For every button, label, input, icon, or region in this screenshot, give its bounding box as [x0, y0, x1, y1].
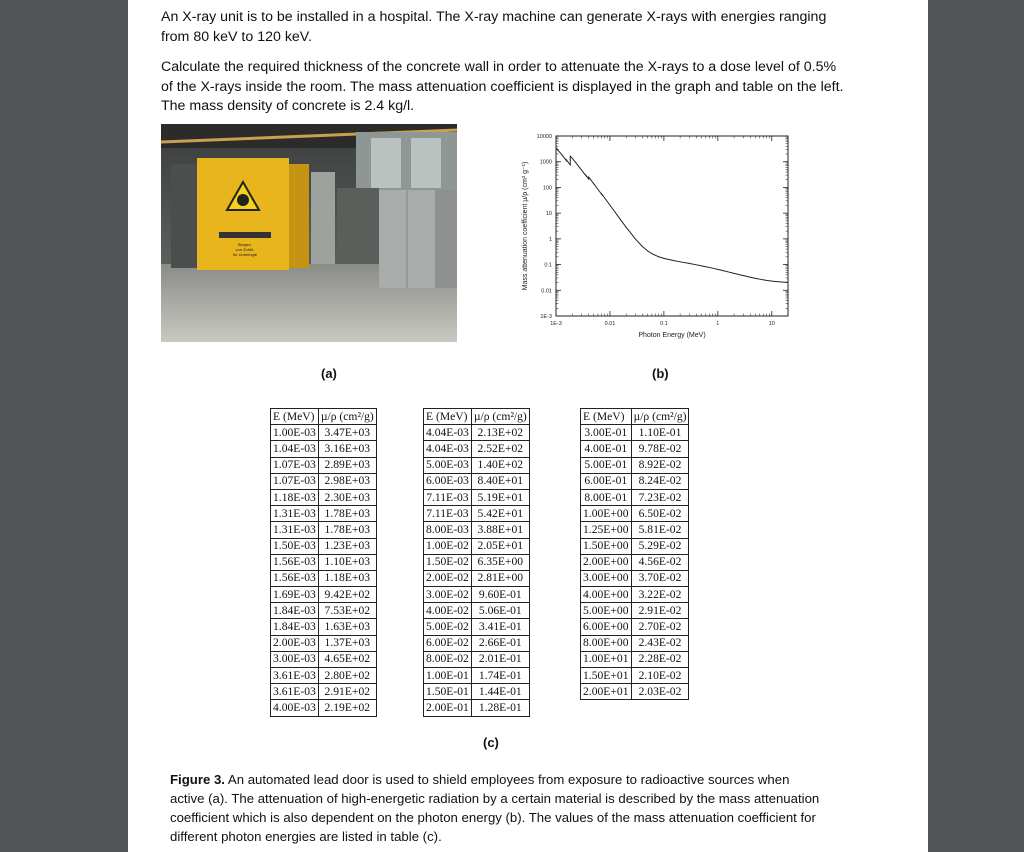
table-row [581, 684, 689, 700]
table-row [581, 473, 689, 489]
x-axis-ticks [550, 136, 788, 327]
table-row [271, 506, 377, 522]
y-tick-label: 10 [545, 211, 552, 218]
coefficient-cell: 7.53E+02 [318, 603, 376, 619]
coefficient-cell: 3.22E-02 [631, 587, 689, 603]
energy-cell: 1.00E-02 [424, 538, 472, 554]
table-row [424, 554, 530, 570]
coefficient-cell: 1.40E+02 [471, 457, 529, 473]
table-row [271, 587, 377, 603]
energy-cell: 1.25E+00 [581, 522, 632, 538]
y-tick-label: 1 [548, 236, 552, 243]
table-row [424, 603, 530, 619]
coefficient-cell: 2.91E+02 [318, 684, 376, 700]
data-point [559, 152, 560, 153]
energy-cell: 3.00E-01 [581, 425, 632, 441]
door-sign-line-2: von Zutritt [235, 247, 254, 252]
table-row [271, 554, 377, 570]
table-row [271, 635, 377, 651]
coefficient-cell: 7.23E-02 [631, 489, 689, 505]
coefficient-cell: 2.19E+02 [318, 700, 376, 716]
x-tick-label: 1 [716, 321, 720, 327]
table-row [271, 441, 377, 457]
energy-cell: 1.84E-03 [271, 603, 319, 619]
data-point [581, 170, 582, 171]
coefficient-cell: 2.30E+03 [318, 489, 376, 505]
table-row [581, 506, 689, 522]
energy-cell: 1.69E-03 [271, 587, 319, 603]
attenuation-series-line [556, 148, 788, 283]
energy-cell: 1.50E+01 [581, 668, 632, 684]
data-point [619, 218, 620, 219]
figure-label-b: (b) [652, 366, 669, 381]
attenuation-series-points [556, 147, 789, 282]
data-point [572, 158, 573, 159]
table-row [581, 538, 689, 554]
document-page [128, 0, 928, 852]
attenuation-table-2 [423, 408, 530, 717]
energy-cell: 5.00E+00 [581, 603, 632, 619]
energy-cell: 1.07E-03 [271, 473, 319, 489]
energy-cell: 3.61E-03 [271, 684, 319, 700]
coefficient-cell: 3.16E+03 [318, 441, 376, 457]
energy-cell: 1.50E-01 [424, 684, 472, 700]
figure-label-c: (c) [483, 735, 499, 750]
data-point [788, 282, 789, 283]
coefficient-cell: 5.81E-02 [631, 522, 689, 538]
y-tick-label: 0.1 [544, 262, 552, 269]
x-tick-label: 0.1 [660, 321, 668, 327]
table-row [424, 619, 530, 635]
data-point [588, 177, 589, 178]
coefficient-cell: 1.78E+03 [318, 506, 376, 522]
table-row [424, 522, 530, 538]
coefficient-cell: 1.74E-01 [471, 668, 529, 684]
energy-cell: 1.31E-03 [271, 522, 319, 538]
table-header-row [271, 409, 377, 425]
table-row [581, 441, 689, 457]
coefficient-column-header: µ/ρ (cm²/g) [318, 409, 376, 425]
table-row [424, 684, 530, 700]
data-point [696, 264, 697, 265]
energy-cell: 1.50E-03 [271, 538, 319, 554]
coefficient-cell: 1.37E+03 [318, 635, 376, 651]
coefficient-cell: 8.24E-02 [631, 473, 689, 489]
table-row [271, 668, 377, 684]
data-point [566, 159, 567, 160]
energy-cell: 6.00E-02 [424, 635, 472, 651]
coefficient-cell: 3.41E-01 [471, 619, 529, 635]
energy-cell: 3.61E-03 [271, 668, 319, 684]
energy-cell: 5.00E-02 [424, 619, 472, 635]
data-point [781, 282, 782, 283]
data-point [565, 159, 566, 160]
table-row [581, 668, 689, 684]
data-point [701, 265, 702, 266]
energy-cell: 1.00E+00 [581, 506, 632, 522]
table-header-row [424, 409, 530, 425]
energy-column-header: E (MeV) [581, 409, 632, 425]
table-row [581, 603, 689, 619]
door-sign-line-1: Bergen [237, 242, 251, 247]
data-point [604, 198, 605, 199]
coefficient-cell: 3.70E-02 [631, 570, 689, 586]
data-point [642, 246, 643, 247]
table-row [424, 570, 530, 586]
x-tick-label: 10 [768, 321, 775, 327]
table-row [271, 570, 377, 586]
energy-cell: 8.00E+00 [581, 635, 632, 651]
coefficient-cell: 2.43E-02 [631, 635, 689, 651]
coefficient-cell: 1.23E+03 [318, 538, 376, 554]
energy-cell: 1.56E-03 [271, 570, 319, 586]
coefficient-cell: 5.29E-02 [631, 538, 689, 554]
coefficient-cell: 4.65E+02 [318, 651, 376, 667]
caption-lead: Figure 3. [170, 772, 225, 787]
coefficient-cell: 2.89E+03 [318, 457, 376, 473]
table-row [424, 473, 530, 489]
table-row [271, 619, 377, 635]
data-point [557, 149, 558, 150]
table-row [271, 684, 377, 700]
table-row [424, 587, 530, 603]
coefficient-cell: 4.56E-02 [631, 554, 689, 570]
table-row [271, 457, 377, 473]
table-row [581, 425, 689, 441]
table-row [271, 489, 377, 505]
data-point [626, 227, 627, 228]
table-row [424, 489, 530, 505]
table-row [424, 651, 530, 667]
data-point [734, 273, 735, 274]
coefficient-cell: 2.52E+02 [471, 441, 529, 457]
coefficient-cell: 1.63E+03 [318, 619, 376, 635]
attenuation-table-3 [580, 408, 689, 700]
table-row [581, 554, 689, 570]
energy-cell: 1.56E-03 [271, 554, 319, 570]
table-row [271, 473, 377, 489]
caption-text: An automated lead door is used to shield employees from exposure to radioactive sources when active (a). The attenuation of high-energetic radiation by a certain material is described by the mass attenuation coefficient which is also dependent on the photon energy (b). The values of the mass attenuation coefficient for different photon energies are listed in table (c). [170, 772, 820, 844]
y-axis-label: Mass attenuation coefficient µ/ρ (cm² g⁻¹) [522, 161, 529, 291]
data-point [593, 183, 594, 184]
energy-cell: 4.00E-02 [424, 603, 472, 619]
energy-cell: 7.11E-03 [424, 506, 472, 522]
table-row [581, 587, 689, 603]
energy-cell: 2.00E-01 [424, 700, 472, 716]
energy-cell: 2.00E+00 [581, 554, 632, 570]
data-point [771, 281, 772, 282]
attenuation-table-1 [270, 408, 377, 717]
energy-column-header: E (MeV) [424, 409, 472, 425]
energy-cell: 1.50E+00 [581, 538, 632, 554]
energy-cell: 7.11E-03 [424, 489, 472, 505]
energy-cell: 2.00E-03 [271, 635, 319, 651]
data-point [568, 162, 569, 163]
energy-cell: 1.84E-03 [271, 619, 319, 635]
coefficient-cell: 2.05E+01 [471, 538, 529, 554]
figure-caption [170, 770, 820, 846]
coefficient-cell: 8.92E-02 [631, 457, 689, 473]
coefficient-column-header: µ/ρ (cm²/g) [631, 409, 689, 425]
energy-cell: 1.07E-03 [271, 457, 319, 473]
x-tick-label: 1E-3 [550, 321, 562, 327]
coefficient-cell: 2.91E-02 [631, 603, 689, 619]
energy-cell: 3.00E+00 [581, 570, 632, 586]
coefficient-cell: 5.19E+01 [471, 489, 529, 505]
coefficient-cell: 2.66E-01 [471, 635, 529, 651]
energy-cell: 3.00E-02 [424, 587, 472, 603]
energy-cell: 4.00E-01 [581, 441, 632, 457]
energy-cell: 4.00E-03 [271, 700, 319, 716]
data-point [712, 268, 713, 269]
table-row [581, 635, 689, 651]
data-point [602, 194, 603, 195]
table-row [424, 635, 530, 651]
table-row [424, 425, 530, 441]
y-tick-label: 1E-3 [540, 314, 552, 320]
lead-door-illustration [161, 124, 457, 342]
coefficient-cell: 6.35E+00 [471, 554, 529, 570]
coefficient-cell: 2.70E-02 [631, 619, 689, 635]
coefficient-column-header: µ/ρ (cm²/g) [471, 409, 529, 425]
table-row [424, 668, 530, 684]
data-point [743, 275, 744, 276]
data-point [755, 278, 756, 279]
table-row [271, 522, 377, 538]
table-row [271, 538, 377, 554]
table-row [424, 538, 530, 554]
energy-cell: 3.00E-03 [271, 651, 319, 667]
coefficient-cell: 5.06E-01 [471, 603, 529, 619]
data-point [598, 189, 599, 190]
energy-cell: 2.00E+01 [581, 684, 632, 700]
data-point [562, 155, 563, 156]
y-tick-label: 1000 [539, 159, 552, 166]
data-point [750, 277, 751, 278]
figure-label-a: (a) [321, 366, 337, 381]
energy-cell: 2.00E-02 [424, 570, 472, 586]
attenuation-chart [518, 128, 798, 348]
data-point [556, 147, 557, 148]
coefficient-cell: 3.47E+03 [318, 425, 376, 441]
data-point [680, 261, 681, 262]
data-point [635, 239, 636, 240]
y-tick-label: 10000 [536, 134, 552, 140]
data-point [673, 260, 674, 261]
energy-cell: 6.00E+00 [581, 619, 632, 635]
energy-cell: 1.00E+01 [581, 651, 632, 667]
coefficient-cell: 6.50E-02 [631, 506, 689, 522]
energy-cell: 5.00E-01 [581, 457, 632, 473]
data-point [663, 258, 664, 259]
data-point [766, 280, 767, 281]
coefficient-cell: 9.78E-02 [631, 441, 689, 457]
coefficient-cell: 9.42E+02 [318, 587, 376, 603]
table-row [581, 457, 689, 473]
table-header-row [581, 409, 689, 425]
plot-frame [556, 136, 788, 316]
coefficient-cell: 9.60E-01 [471, 587, 529, 603]
coefficient-cell: 2.80E+02 [318, 668, 376, 684]
coefficient-cell: 1.78E+03 [318, 522, 376, 538]
y-tick-label: 0.01 [541, 288, 552, 295]
table-row [271, 651, 377, 667]
data-point [610, 205, 611, 206]
y-axis-ticks [537, 134, 788, 320]
coefficient-cell: 2.98E+03 [318, 473, 376, 489]
coefficient-cell: 2.81E+00 [471, 570, 529, 586]
table-row [581, 489, 689, 505]
data-point [705, 266, 706, 267]
data-point [566, 160, 567, 161]
data-point [723, 270, 724, 271]
coefficient-cell: 2.28E-02 [631, 651, 689, 667]
table-row [271, 603, 377, 619]
energy-cell: 8.00E-03 [424, 522, 472, 538]
energy-cell: 8.00E-01 [581, 489, 632, 505]
energy-cell: 8.00E-02 [424, 651, 472, 667]
table-row [424, 441, 530, 457]
energy-cell: 6.00E-01 [581, 473, 632, 489]
data-point [570, 164, 571, 165]
coefficient-cell: 2.13E+02 [471, 425, 529, 441]
table-row [581, 522, 689, 538]
energy-cell: 4.04E-03 [424, 441, 472, 457]
coefficient-cell: 1.10E-01 [631, 425, 689, 441]
x-axis-label: Photon Energy (MeV) [638, 332, 706, 339]
coefficient-cell: 1.18E+03 [318, 570, 376, 586]
data-point [658, 256, 659, 257]
data-point [647, 250, 648, 251]
coefficient-cell: 1.44E-01 [471, 684, 529, 700]
x-tick-label: 0.01 [604, 321, 616, 327]
table-row [271, 700, 377, 716]
table-row [581, 570, 689, 586]
energy-cell: 4.00E+00 [581, 587, 632, 603]
data-point [586, 175, 587, 176]
door-sign-line-3: für Unbefugte [232, 252, 258, 257]
table-row [424, 700, 530, 716]
coefficient-cell: 3.88E+01 [471, 522, 529, 538]
data-point [557, 148, 558, 149]
energy-cell: 1.00E-03 [271, 425, 319, 441]
energy-cell: 1.18E-03 [271, 489, 319, 505]
coefficient-cell: 2.10E-02 [631, 668, 689, 684]
energy-cell: 1.31E-03 [271, 506, 319, 522]
energy-cell: 4.04E-03 [424, 425, 472, 441]
data-point [717, 269, 718, 270]
table-row [581, 651, 689, 667]
data-point [759, 279, 760, 280]
energy-column-header: E (MeV) [271, 409, 319, 425]
data-point [588, 179, 589, 180]
coefficient-cell: 8.40E+01 [471, 473, 529, 489]
energy-cell: 1.50E-02 [424, 554, 472, 570]
energy-cell: 1.00E-01 [424, 668, 472, 684]
table-row [424, 506, 530, 522]
data-point [570, 156, 571, 157]
energy-cell: 5.00E-03 [424, 457, 472, 473]
table-row [424, 457, 530, 473]
table-row [581, 619, 689, 635]
problem-paragraph-2: Calculate the required thickness of the concrete wall in order to attenuate the X-rays to a dose level of 0.5% of the X-rays inside the room. The mass attenuation coefficient is displayed in the graph and table on the left. The mass density of concrete is 2.4 kg/l. [161, 59, 844, 114]
data-point [727, 271, 728, 272]
energy-cell: 1.04E-03 [271, 441, 319, 457]
table-row [271, 425, 377, 441]
data-point [652, 253, 653, 254]
coefficient-cell: 2.01E-01 [471, 651, 529, 667]
data-point [689, 263, 690, 264]
energy-cell: 6.00E-03 [424, 473, 472, 489]
coefficient-cell: 1.10E+03 [318, 554, 376, 570]
problem-paragraph-1: An X-ray unit is to be installed in a hospital. The X-ray machine can generate X-rays with energies ranging from 80 keV to 120 keV. [161, 9, 827, 45]
lead-door-photo [161, 124, 457, 342]
coefficient-cell: 2.03E-02 [631, 684, 689, 700]
coefficient-cell: 1.28E-01 [471, 700, 529, 716]
y-tick-label: 100 [542, 185, 552, 192]
coefficient-cell: 5.42E+01 [471, 506, 529, 522]
